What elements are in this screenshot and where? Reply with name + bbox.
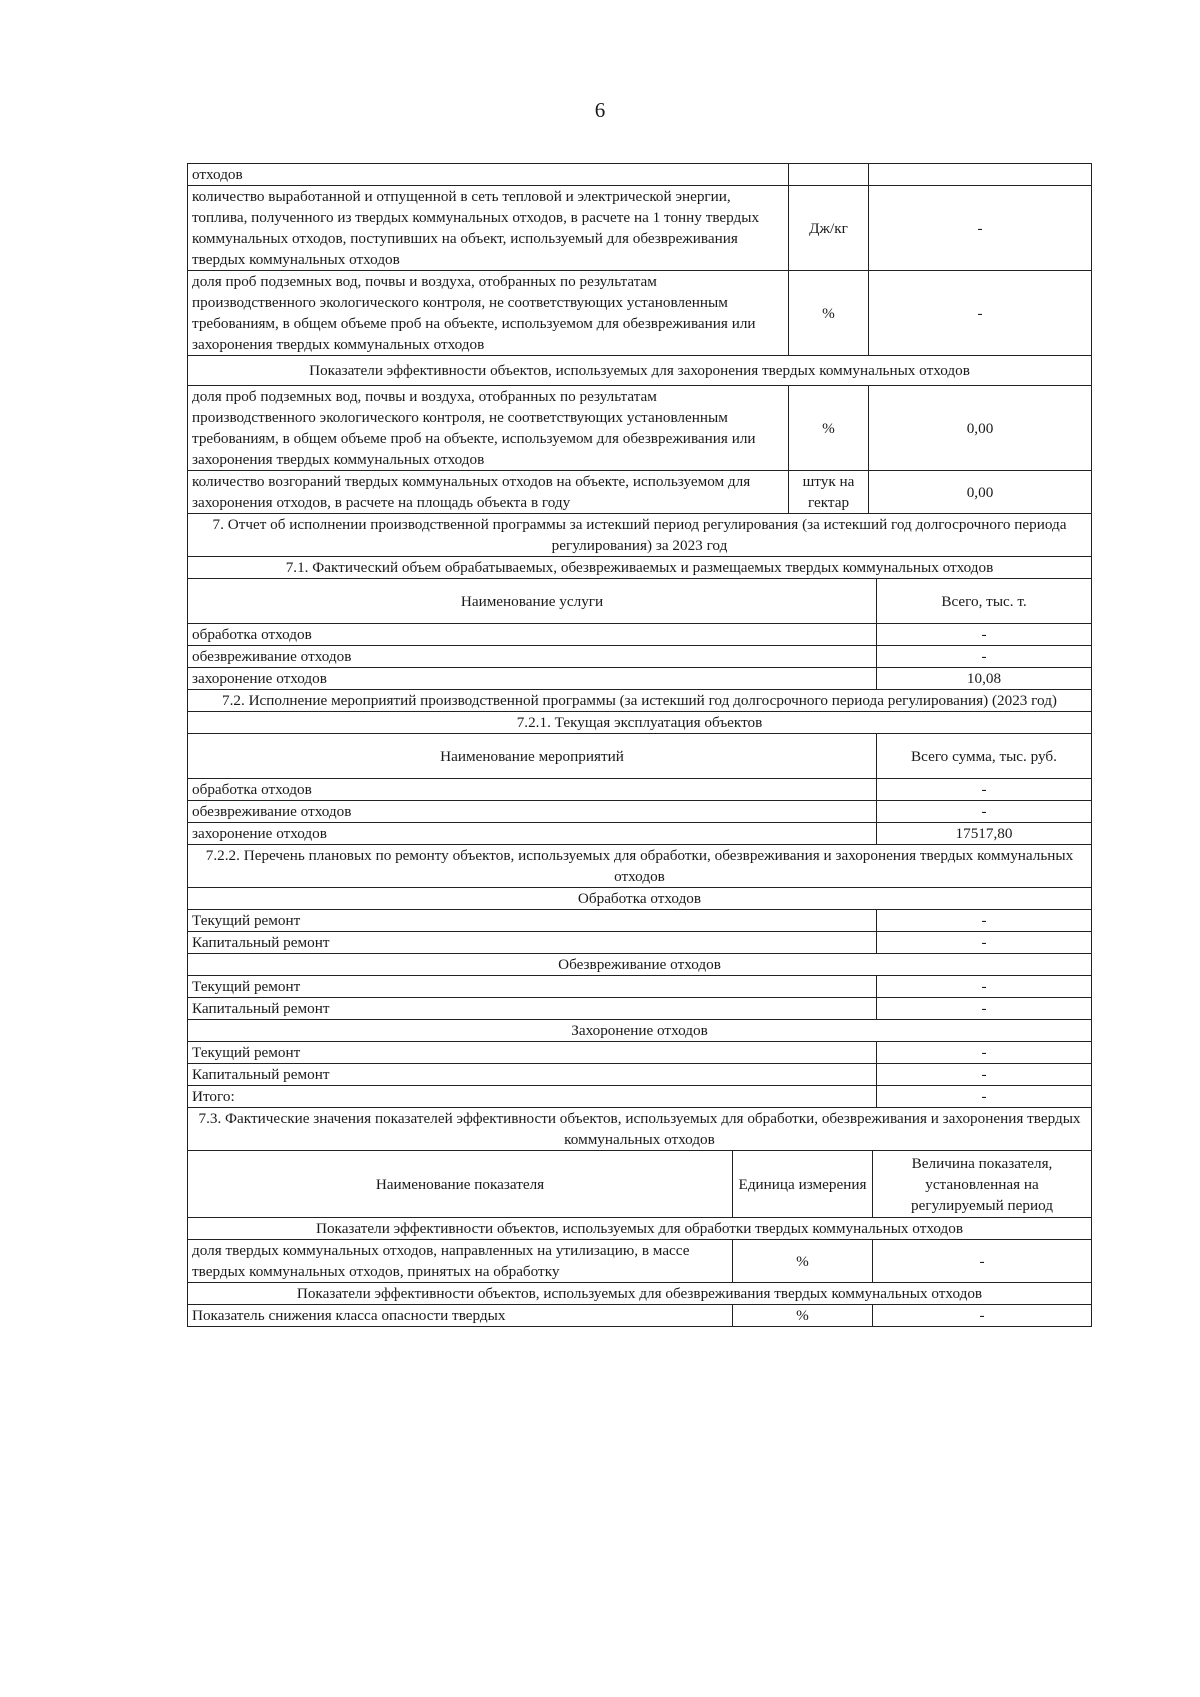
total-cell: 17517,80 bbox=[955, 825, 1013, 842]
table-row bbox=[188, 976, 1091, 998]
table-row bbox=[188, 646, 1091, 668]
value-cell: - bbox=[977, 304, 983, 322]
document-table bbox=[187, 163, 1092, 1327]
column-header: Величина показателя, установленная на регулируемый период bbox=[911, 1154, 1053, 1214]
indicator-cell: количество выработанной и отпущенной в сеть тепловой и электрической энергии, топлива, полученного из твердых коммунальных отходов, в расчете на 1 тонну твердых коммунальных отходов, поступивших на объект, используемый для обезвреживания твердых коммунальных отходов bbox=[188, 186, 789, 270]
section-722-title: 7.2.2. Перечень плановых по ремонту объектов, используемых для обработки, обезвреживания и захоронения твердых коммунальных отходов bbox=[205, 847, 1074, 885]
indicator-cell: доля проб подземных вод, почвы и воздуха, отобранных по результатам производственного экологического контроля, не соответствующих установленным требованиям, в общем объеме проб на объекте, используемом для обезвреживания или захоронения твердых коммунальных отходов bbox=[188, 386, 789, 470]
total-value: - bbox=[981, 1088, 987, 1105]
table-row bbox=[188, 471, 1091, 514]
processing-header: Показатели эффективности объектов, используемых для обработки твердых коммунальных отходов bbox=[315, 1220, 963, 1237]
repair-name-cell: Капитальный ремонт bbox=[188, 932, 877, 953]
total-cell: - bbox=[981, 781, 987, 798]
unit-cell: % bbox=[789, 271, 869, 355]
section-title-row bbox=[188, 712, 1091, 733]
section-721-title: 7.2.1. Текущая эксплуатация объектов bbox=[516, 714, 763, 731]
section-71-title: 7.1. Фактический объем обрабатываемых, обезвреживаемых и размещаемых твердых коммунальных отходов bbox=[285, 559, 994, 576]
table-row bbox=[188, 186, 1091, 271]
value-cell: 0,00 bbox=[966, 483, 994, 501]
operation-table bbox=[187, 733, 1092, 887]
activity-name-cell: обезвреживание отходов bbox=[188, 801, 877, 822]
value-cell: - bbox=[979, 1307, 985, 1324]
neutralization-header: Показатели эффективности объектов, используемых для обезвреживания твердых коммунальных отходов bbox=[296, 1285, 983, 1302]
total-cell: - bbox=[981, 1044, 987, 1061]
total-cell: - bbox=[981, 1066, 987, 1083]
group-header-row bbox=[188, 954, 1091, 976]
table-row bbox=[188, 998, 1091, 1020]
section-73-title: 7.3. Фактические значения показателей эффективности объектов, используемых для обработки, обезвреживания и захоронения твердых коммунальных отходов bbox=[198, 1110, 1081, 1148]
section-7-title: 7. Отчет об исполнении производственной программы за истекший период регулирования (за истекший год долгосрочного периода регулирования) за 2023 год bbox=[212, 516, 1067, 554]
section-header-row bbox=[188, 1218, 1091, 1240]
column-header: Наименование мероприятий bbox=[188, 734, 877, 778]
group-title: Захоронение отходов bbox=[571, 1022, 708, 1039]
section-title-row bbox=[188, 690, 1091, 712]
unit-cell: Дж/кг bbox=[789, 186, 869, 270]
indicator-cell: доля проб подземных вод, почвы и воздуха, отобранных по результатам производственного экологического контроля, не соответствующих установленным требованиям, в общем объеме проб на объекте, используемом для обезвреживания или захоронения твердых коммунальных отходов bbox=[188, 271, 789, 355]
repair-name-cell: Текущий ремонт bbox=[188, 910, 877, 931]
table-row bbox=[188, 624, 1091, 646]
table-header-row bbox=[188, 1151, 1091, 1218]
section-72-title: 7.2. Исполнение мероприятий производственной программы (за истекший год долгосрочного периода регулирования) (2023 год) bbox=[222, 692, 1057, 709]
unit-cell: % bbox=[733, 1305, 873, 1326]
service-name-cell: обработка отходов bbox=[188, 624, 877, 645]
activity-name-cell: обработка отходов bbox=[188, 779, 877, 800]
table-row bbox=[188, 1305, 1091, 1326]
actual-indicators-table bbox=[187, 1150, 1092, 1327]
service-name-cell: обезвреживание отходов bbox=[188, 646, 877, 667]
section-header-row bbox=[188, 356, 1091, 386]
group-title: Обезвреживание отходов bbox=[558, 956, 721, 973]
service-name-cell: захоронение отходов bbox=[188, 668, 877, 689]
section-title-row bbox=[188, 845, 1091, 887]
column-header: Всего, тыс. т. bbox=[941, 592, 1027, 610]
group-header-row bbox=[188, 1020, 1091, 1042]
indicator-cell: количество возгораний твердых коммунальных отходов на объекте, используемом для захоронения отходов, в расчете на площадь объекта в году bbox=[188, 471, 789, 513]
table-row bbox=[188, 668, 1091, 690]
value-cell: - bbox=[977, 219, 983, 237]
table-row bbox=[188, 271, 1091, 356]
table-row bbox=[188, 932, 1091, 954]
section-title-row bbox=[188, 514, 1091, 557]
table-row bbox=[188, 779, 1091, 801]
section-title-row bbox=[188, 1108, 1091, 1150]
group-header-row bbox=[188, 888, 1091, 910]
repairs-table bbox=[187, 887, 1092, 1150]
group-title: Обработка отходов bbox=[577, 890, 702, 907]
total-cell: - bbox=[981, 1000, 987, 1017]
table-row bbox=[188, 1042, 1091, 1064]
unit-cell: % bbox=[733, 1240, 873, 1282]
unit-cell bbox=[789, 164, 869, 185]
column-header: Наименование услуги bbox=[188, 579, 877, 623]
table-row bbox=[188, 164, 1091, 186]
total-cell: - bbox=[981, 626, 987, 643]
section-title-row bbox=[188, 557, 1091, 578]
table-header-row bbox=[188, 734, 1091, 779]
total-cell: - bbox=[981, 978, 987, 995]
repair-name-cell: Капитальный ремонт bbox=[188, 998, 877, 1019]
indicator-cell: доля твердых коммунальных отходов, направленных на утилизацию, в массе твердых коммунальных отходов, принятых на обработку bbox=[188, 1240, 733, 1282]
table-row bbox=[188, 1064, 1091, 1086]
total-cell: 10,08 bbox=[966, 670, 1002, 687]
table-row bbox=[188, 801, 1091, 823]
table-row bbox=[188, 823, 1091, 845]
unit-cell: штук на гектар bbox=[789, 471, 869, 513]
value-cell bbox=[869, 164, 1091, 185]
total-row bbox=[188, 1086, 1091, 1108]
section-header-row bbox=[188, 1283, 1091, 1305]
column-header: Наименование показателя bbox=[188, 1151, 733, 1217]
indicators-table bbox=[187, 163, 1092, 578]
value-cell: - bbox=[979, 1252, 985, 1270]
total-cell: - bbox=[981, 912, 987, 929]
page-number: 6 bbox=[594, 98, 606, 122]
total-cell: - bbox=[981, 648, 987, 665]
indicator-cell: отходов bbox=[188, 164, 789, 185]
volume-table bbox=[187, 578, 1092, 733]
repair-name-cell: Текущий ремонт bbox=[188, 1042, 877, 1063]
burial-header: Показатели эффективности объектов, используемых для захоронения твердых коммунальных отходов bbox=[309, 362, 970, 379]
total-label: Итого: bbox=[188, 1086, 877, 1107]
value-cell: 0,00 bbox=[966, 419, 994, 437]
repair-name-cell: Текущий ремонт bbox=[188, 976, 877, 997]
indicator-cell: Показатель снижения класса опасности твердых bbox=[188, 1305, 733, 1326]
table-row bbox=[188, 910, 1091, 932]
activity-name-cell: захоронение отходов bbox=[188, 823, 877, 844]
column-header: Единица измерения bbox=[733, 1151, 873, 1217]
repair-name-cell: Капитальный ремонт bbox=[188, 1064, 877, 1085]
table-header-row bbox=[188, 579, 1091, 624]
column-header: Всего сумма, тыс. руб. bbox=[911, 747, 1057, 765]
table-row bbox=[188, 1240, 1091, 1283]
unit-cell: % bbox=[789, 386, 869, 470]
table-row bbox=[188, 386, 1091, 471]
total-cell: - bbox=[981, 934, 987, 951]
total-cell: - bbox=[981, 803, 987, 820]
